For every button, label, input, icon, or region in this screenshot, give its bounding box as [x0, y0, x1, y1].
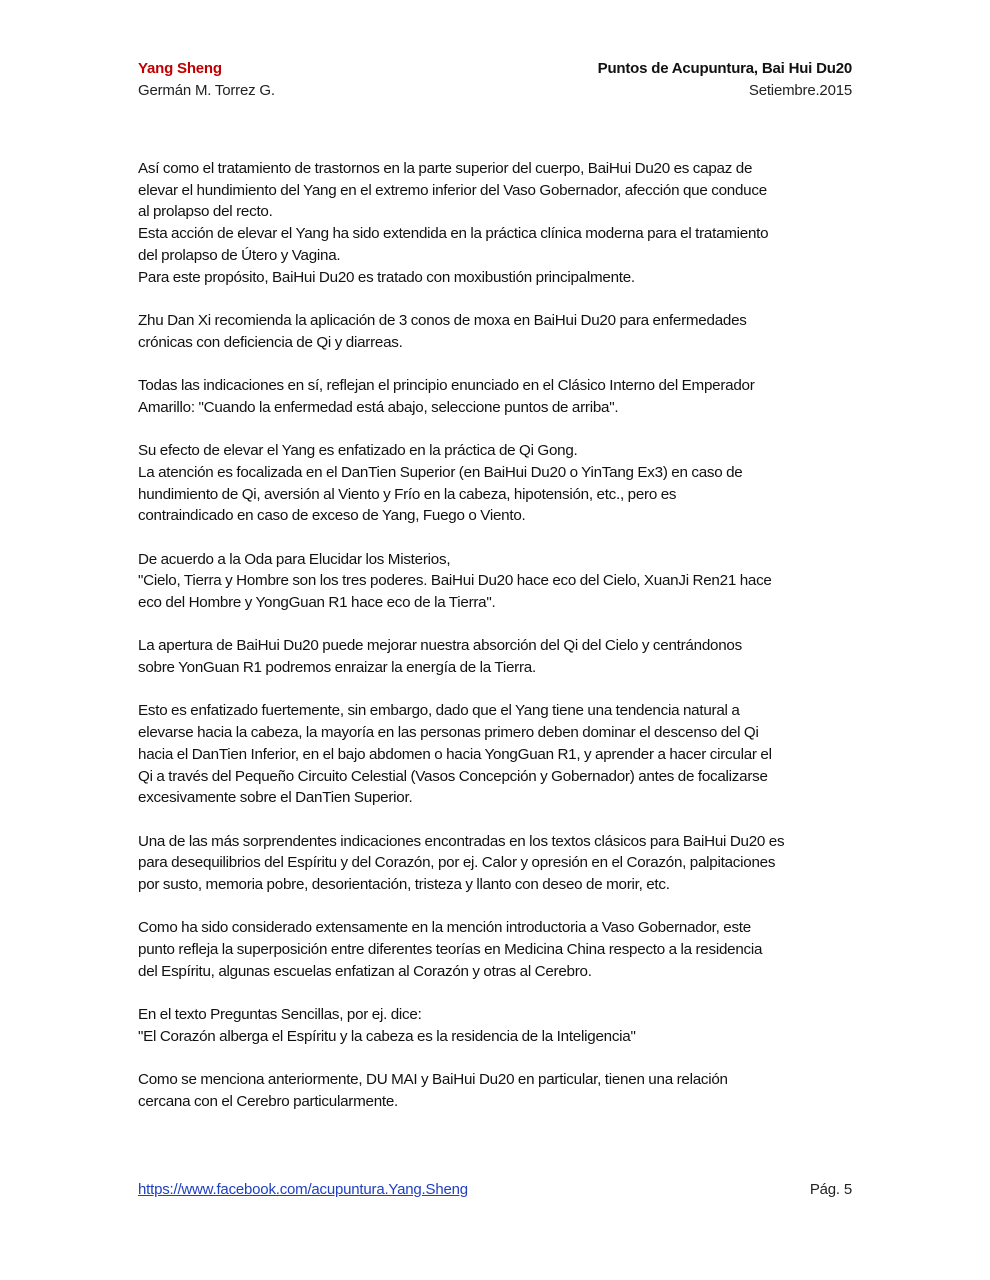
text-line: contraindicado en caso de exceso de Yang, Fuego o Viento.: [138, 507, 526, 525]
text-line: para desequilibrios del Espíritu y del Corazón, por ej. Calor y opresión en el Corazón, palpitaciones: [138, 854, 776, 872]
text-line: cercana con el Cerebro particularmente.: [138, 1093, 399, 1111]
header-row-bottom: [138, 80, 852, 102]
document-title: Puntos de Acupuntura, Bai Hui Du20: [597, 60, 852, 77]
paragraph: [138, 310, 854, 353]
text-line: Para este propósito, BaiHui Du20 es tratado con moxibustión principalmente.: [138, 268, 635, 286]
text-line: del Espíritu, algunas escuelas enfatizan al Corazón y otras al Cerebro.: [138, 962, 592, 980]
page-header: [138, 58, 852, 102]
text-line: Como se menciona anteriormente, DU MAI y BaiHui Du20 en particular, tienen una relación: [138, 1071, 728, 1089]
text-line: punto refleja la superposición entre diferentes teorías en Medicina China respecto a la residencia: [138, 941, 763, 959]
text-line: "El Corazón alberga el Espíritu y la cabeza es la residencia de la Inteligencia": [138, 1027, 636, 1045]
text-line: Como ha sido considerado extensamente en la mención introductoria a Vaso Gobernador, este: [138, 919, 751, 937]
document-date: Setiembre.2015: [748, 82, 852, 99]
text-line: hundimiento de Qi, aversión al Viento y Frío en la cabeza, hipotensión, etc., pero es: [138, 485, 677, 503]
text-line: eco del Hombre y YongGuan R1 hace eco de la Tierra".: [138, 594, 496, 611]
text-line: elevar el hundimiento del Yang en el extremo inferior del Vaso Gobernador, afección que conduce: [138, 181, 767, 199]
facebook-link[interactable]: https://www.facebook.com/acupuntura.Yang.Sheng: [138, 1181, 468, 1198]
text-line: Todas las indicaciones en sí, reflejan el principio enunciado en el Clásico Interno del Emperador: [138, 377, 755, 394]
text-line: Una de las más sorprendentes indicaciones encontradas en los textos clásicos para BaiHui Du20 es: [138, 832, 785, 850]
text-line: hacia el DanTien Inferior, en el bajo abdomen o hacia YongGuan R1, y aprender a hacer circular el: [138, 745, 772, 763]
text-line: elevarse hacia la cabeza, la mayoría en las personas primero deben dominar el descenso del Qi: [138, 724, 759, 742]
text-line: excesivamente sobre el DanTien Superior.: [138, 789, 413, 807]
paragraph: [138, 917, 854, 982]
author-name: Germán M. Torrez G.: [138, 82, 275, 99]
document-body: [138, 158, 854, 1134]
text-line: En el texto Preguntas Sencillas, por ej. dice:: [138, 1006, 422, 1024]
paragraph: [138, 1069, 854, 1112]
paragraph: [138, 158, 854, 288]
page-number: Pág. 5: [809, 1181, 852, 1198]
text-line: Esto es enfatizado fuertemente, sin embargo, dado que el Yang tiene una tendencia natural a: [138, 702, 740, 720]
paragraph: [138, 700, 854, 809]
header-row-top: [138, 58, 852, 80]
paragraph: [138, 375, 854, 418]
text-line: Zhu Dan Xi recomienda la aplicación de 3 conos de moxa en BaiHui Du20 para enfermedades: [138, 311, 747, 329]
text-line: Esta acción de elevar el Yang ha sido extendida en la práctica clínica moderna para el tratamiento: [138, 225, 769, 243]
text-line: crónicas con deficiencia de Qi y diarreas.: [138, 333, 403, 351]
paragraph: [138, 635, 854, 678]
text-line: sobre YonGuan R1 podremos enraizar la energía de la Tierra.: [138, 659, 536, 677]
page-footer: [138, 1180, 852, 1200]
text-line: del prolapso de Útero y Vagina.: [138, 246, 341, 264]
text-line: Qi a través del Pequeño Circuito Celestial (Vasos Concepción y Gobernador) antes de focalizarse: [138, 767, 768, 785]
text-line: Su efecto de elevar el Yang es enfatizado en la práctica de Qi Gong.: [138, 442, 578, 460]
text-line: Así como el tratamiento de trastornos en la parte superior del cuerpo, BaiHui Du20 es capaz de: [138, 160, 753, 177]
brand-name: Yang Sheng: [138, 60, 222, 77]
paragraph: [138, 549, 854, 614]
text-line: La atención es focalizada en el DanTien Superior (en BaiHui Du20 o YinTang Ex3) en caso de: [138, 463, 743, 481]
text-line: "Cielo, Tierra y Hombre son los tres poderes. BaiHui Du20 hace eco del Cielo, XuanJi Ren21 hace: [138, 572, 772, 590]
text-line: al prolapso del recto.: [138, 203, 273, 221]
paragraph: [138, 831, 854, 896]
paragraph: [138, 1004, 854, 1047]
text-line: De acuerdo a la Oda para Elucidar los Misterios,: [138, 550, 451, 568]
text-line: La apertura de BaiHui Du20 puede mejorar nuestra absorción del Qi del Cielo y centrándonos: [138, 637, 742, 655]
paragraph: [138, 440, 854, 527]
text-line: Amarillo: "Cuando la enfermedad está abajo, seleccione puntos de arriba".: [138, 398, 619, 416]
text-line: por susto, memoria pobre, desorientación, tristeza y llanto con deseo de morir, etc.: [138, 876, 670, 894]
